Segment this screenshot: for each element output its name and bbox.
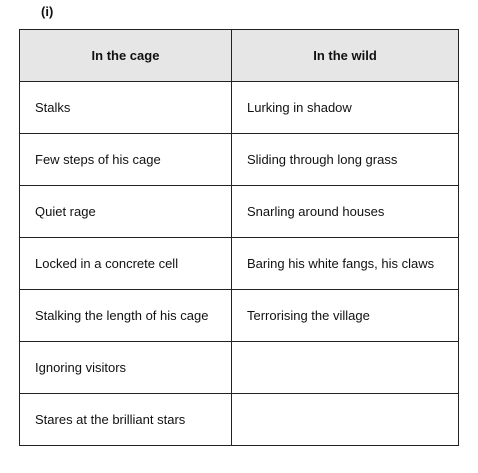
table-row (20, 394, 459, 446)
comparison-table (19, 29, 459, 446)
question-label: (i) (41, 4, 54, 19)
header-in-the-cage: In the cage (20, 30, 232, 82)
header-in-the-wild: In the wild (232, 30, 459, 82)
cell-in-the-wild: Terrorising the village (232, 290, 459, 342)
table-row (20, 290, 459, 342)
table-row (20, 342, 459, 394)
table-row (20, 82, 459, 134)
cell-in-the-cage: Ignoring visitors (20, 342, 232, 394)
cell-in-the-cage: Quiet rage (20, 186, 232, 238)
cell-in-the-wild: Snarling around houses (232, 186, 459, 238)
cell-in-the-cage: Locked in a concrete cell (20, 238, 232, 290)
cell-in-the-wild (232, 342, 459, 394)
cell-in-the-wild: Lurking in shadow (232, 82, 459, 134)
cell-in-the-cage: Stalks (20, 82, 232, 134)
cell-in-the-wild: Sliding through long grass (232, 134, 459, 186)
table-row (20, 238, 459, 290)
cell-in-the-wild: Baring his white fangs, his claws (232, 238, 459, 290)
header-row (20, 30, 459, 82)
table-row (20, 186, 459, 238)
cell-in-the-cage: Few steps of his cage (20, 134, 232, 186)
cell-in-the-cage: Stalking the length of his cage (20, 290, 232, 342)
table-row (20, 134, 459, 186)
cell-in-the-cage: Stares at the brilliant stars (20, 394, 232, 446)
cell-in-the-wild (232, 394, 459, 446)
